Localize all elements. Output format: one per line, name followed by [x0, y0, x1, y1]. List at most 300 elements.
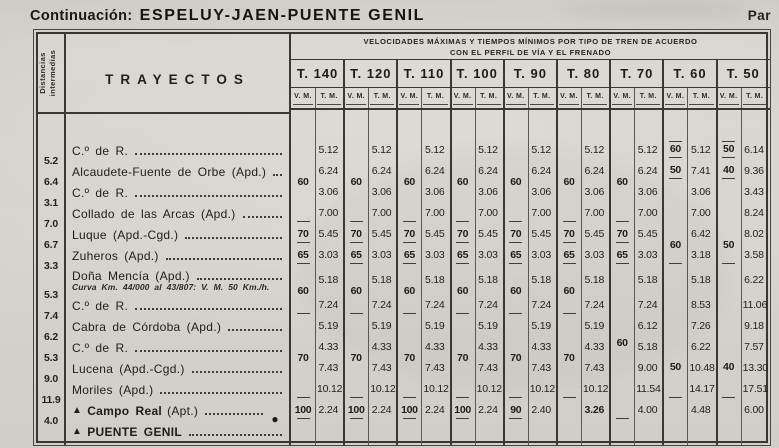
tm-time-cell: 5.18: [318, 274, 339, 286]
station-name: Cabra de Córdoba (Apd.): [72, 319, 222, 334]
vm-speed-value: 65: [563, 249, 575, 261]
tm-subheader: T. M.: [317, 88, 341, 105]
tm-time-cell: 5.12: [637, 144, 658, 156]
station-name: Alcaudete-Fuente de Orbe (Apd.): [72, 164, 267, 179]
vm-speed-cell: [506, 400, 526, 421]
vm-speed-value: 65: [510, 249, 522, 261]
tm-time-cell: 14.17: [689, 383, 715, 395]
vm-speed-cell: [719, 266, 739, 400]
span-tick: [456, 418, 469, 419]
dotted-leader: [135, 195, 282, 197]
distancias-header: [38, 34, 64, 112]
tm-time-cell: 2.24: [478, 404, 498, 416]
vm-speed-cell: [612, 224, 632, 245]
table-grid-line: [475, 88, 476, 445]
station-row: [72, 245, 285, 266]
table-grid-line: [716, 60, 718, 445]
vm-speed-cell: [506, 224, 526, 245]
span-tick: [403, 263, 416, 264]
tm-time-cell: 5.18: [424, 274, 445, 286]
vm-speed-cell: [399, 245, 419, 266]
span-tick: [616, 418, 629, 419]
span-tick: [456, 313, 469, 314]
tm-time-cell: 7.24: [371, 299, 392, 311]
vm-speed-cell: [559, 266, 579, 316]
span-tick: [722, 157, 735, 158]
tm-time-cell: 5.18: [637, 341, 658, 353]
tm-time-cell: 5.12: [531, 144, 551, 156]
vm-speed-cell: [293, 245, 313, 266]
tm-time-cell: 11.06: [742, 299, 768, 311]
station-name: C.º de R.: [72, 298, 129, 313]
tm-time-cell: 3.03: [371, 249, 392, 261]
span-tick: [509, 242, 522, 243]
train-type-header: T. 140: [296, 66, 339, 81]
tm-time-cell: 2.24: [318, 404, 339, 416]
vm-speed-value: 60: [350, 175, 362, 188]
vm-speed-value: 65: [350, 249, 362, 261]
tm-time-cell: 3.06: [478, 186, 498, 198]
vm-speed-value: 60: [563, 284, 575, 297]
tm-time-cell: 3.03: [637, 249, 658, 261]
tm-time-cell: 10.12: [529, 383, 556, 395]
station-row: [72, 266, 285, 295]
vm-speed-value: 60: [669, 238, 681, 251]
station-row: [72, 358, 285, 379]
dotted-leader: [228, 329, 282, 331]
vm-speed-cell: [293, 400, 313, 421]
span-tick: [403, 397, 416, 398]
vm-speed-value: 90: [510, 404, 522, 416]
station-name: Collado de las Arcas (Apd.): [72, 206, 236, 221]
span-tick: [669, 178, 682, 179]
span-tick: [563, 221, 576, 222]
span-tick: [350, 418, 363, 419]
tm-time-cell: 7.43: [478, 362, 498, 374]
tm-time-cell: 7.43: [318, 362, 339, 374]
vm-speed-cell: [559, 316, 579, 400]
vm-speed-cell: [559, 224, 579, 245]
tm-time-cell: 5.19: [424, 320, 445, 332]
vm-speed-cell: [506, 140, 526, 224]
vm-speed-cell: [346, 245, 366, 266]
tm-time-cell: 5.19: [318, 320, 339, 332]
tm-time-cell: 6.14: [744, 144, 764, 156]
vm-speed-value: 60: [563, 175, 575, 188]
tm-time-cell: 13.30: [742, 362, 768, 374]
vm-speed-value: 65: [616, 249, 628, 261]
table-grid-line: [503, 60, 505, 445]
tm-time-cell: 7.00: [531, 207, 551, 219]
tm-subheader: T. M.: [477, 88, 501, 105]
tm-time-cell: 5.18: [371, 274, 392, 286]
vm-speed-value: 60: [616, 175, 628, 188]
vm-speed-value: 60: [350, 284, 362, 297]
span-tick: [350, 263, 363, 264]
vm-subheader: V. M.: [293, 88, 313, 105]
span-tick: [350, 397, 363, 398]
vm-speed-cell: [399, 266, 419, 316]
tm-time-cell: 17.51: [742, 383, 768, 395]
vm-speed-value: 100: [294, 404, 312, 416]
span-tick: [509, 221, 522, 222]
vm-speed-value: 70: [403, 228, 415, 240]
tm-time-cell: 8.24: [744, 207, 764, 219]
span-tick: [456, 242, 469, 243]
tm-time-cell: 5.45: [371, 228, 392, 240]
tm-time-cell: 5.12: [584, 144, 605, 156]
tm-time-cell: 5.18: [690, 274, 711, 286]
span-tick: [297, 242, 310, 243]
dotted-leader: [197, 278, 282, 280]
train-type-header: T. 100: [456, 66, 498, 81]
tm-time-cell: 7.24: [478, 299, 498, 311]
tm-time-cell: 10.12: [423, 383, 449, 395]
vm-speed-value: 70: [350, 351, 362, 364]
vm-speed-value: 60: [297, 284, 309, 297]
table-grid-line: [450, 60, 452, 445]
tm-time-cell: 7.24: [318, 299, 339, 311]
table-grid-line: [64, 34, 66, 445]
span-tick: [297, 263, 310, 264]
vm-speed-cell: [719, 140, 739, 161]
span-tick: [509, 418, 522, 419]
route-title: ESPELUY-JAEN-PUENTE GENIL: [139, 7, 426, 24]
vm-speed-value: 60: [403, 175, 415, 188]
vm-speed-cell: [346, 140, 366, 224]
span-tick: [350, 221, 363, 222]
vm-speed-value: 70: [563, 351, 575, 364]
station-name: Lucena (Apd.-Cgd.): [72, 361, 185, 376]
table-grid-line: [421, 88, 422, 445]
tm-time-cell: 5.12: [371, 144, 392, 156]
station-name: C.º de R.: [72, 185, 129, 200]
tm-time-cell: 5.19: [478, 320, 498, 332]
vm-speed-cell: [346, 266, 366, 316]
tm-subheader: T. M.: [583, 88, 607, 105]
span-tick: [669, 397, 682, 398]
tm-time-cell: 3.06: [424, 186, 445, 198]
span-tick: [563, 313, 576, 314]
vm-speed-value: 100: [347, 404, 365, 416]
tm-time-cell: 8.02: [744, 228, 764, 240]
dotted-leader: [166, 258, 282, 260]
distancias-header-line1: Distancias: [38, 52, 47, 94]
dotted-leader: [243, 216, 282, 218]
tm-time-cell: 5.12: [318, 144, 339, 156]
vm-speed-value: 70: [510, 228, 522, 240]
distance-value: 9.0: [44, 373, 58, 385]
tm-time-cell: 6.42: [690, 228, 711, 240]
tm-time-cell: 5.45: [531, 228, 551, 240]
vm-speed-value: 100: [454, 404, 471, 416]
distance-value: 4.0: [44, 415, 58, 427]
tm-time-cell: 8.53: [690, 299, 711, 311]
tm-time-cell: 7.24: [424, 299, 445, 311]
vm-speed-value: 50: [669, 361, 681, 373]
tm-time-cell: 10.12: [370, 383, 396, 395]
train-type-header: T. 110: [403, 66, 445, 81]
vm-speed-value: 60: [510, 175, 522, 188]
vm-subheader: V. M.: [612, 88, 632, 105]
tm-time-cell: 5.19: [584, 320, 605, 332]
span-tick: [297, 313, 310, 314]
station-row: [72, 182, 285, 203]
span-tick: [403, 242, 416, 243]
vm-speed-cell: [293, 224, 313, 245]
station-row: [72, 161, 285, 182]
table-grid-line: [315, 88, 316, 445]
vm-speed-cell: [399, 140, 419, 224]
vm-speed-cell: [559, 245, 579, 266]
tm-time-cell: 6.24: [637, 165, 658, 177]
distance-value: 6.2: [44, 331, 58, 343]
vm-speed-cell: [346, 224, 366, 245]
vm-subheader: V. M.: [719, 88, 739, 105]
page-corner-text: Par: [747, 8, 771, 23]
tm-time-cell: 3.03: [584, 249, 605, 261]
tm-subheader: T. M.: [370, 88, 394, 105]
vm-speed-value: 60: [403, 284, 415, 297]
tm-time-cell: 7.00: [690, 207, 711, 219]
station-name: Luque (Apd.-Cgd.): [72, 227, 179, 242]
tm-time-cell: 6.24: [424, 165, 445, 177]
distance-value: 5.3: [44, 289, 58, 301]
vm-speed-cell: [665, 224, 685, 266]
vm-speed-cell: [293, 140, 313, 224]
tm-time-cell: 3.43: [744, 186, 764, 198]
span-tick: [616, 242, 629, 243]
span-tick: [669, 263, 682, 264]
tm-time-cell: 4.33: [318, 341, 339, 353]
tm-time-cell: 7.00: [371, 207, 392, 219]
tm-time-cell: 7.00: [478, 207, 498, 219]
station-suffix: (Apt.): [167, 403, 199, 418]
span-tick: [616, 263, 629, 264]
vm-speed-value: 70: [403, 351, 415, 364]
vm-speed-value: 70: [350, 228, 362, 240]
span-tick: [297, 221, 310, 222]
tm-time-cell: 5.45: [318, 228, 339, 240]
speeds-banner: [291, 36, 770, 58]
span-tick: [669, 141, 682, 142]
table-grid-line: [741, 88, 742, 445]
vm-speed-value: 65: [297, 249, 309, 261]
station-row: [72, 421, 285, 442]
tm-time-cell: 6.24: [531, 165, 551, 177]
vm-speed-value: 60: [510, 284, 522, 297]
train-type-header: T. 90: [513, 66, 547, 81]
table-grid-line: [556, 60, 558, 445]
tm-time-cell: 5.12: [690, 144, 711, 156]
distance-value: 7.0: [44, 218, 58, 230]
tm-time-cell: 5.19: [371, 320, 392, 332]
station-row: [72, 295, 285, 316]
vm-subheader: V. M.: [665, 88, 685, 105]
train-type-header: T. 60: [673, 66, 707, 81]
vm-speed-cell: [293, 316, 313, 400]
dotted-leader: [135, 350, 282, 352]
vm-speed-cell: [453, 140, 473, 224]
vm-speed-cell: [506, 266, 526, 316]
dotted-leader: [135, 153, 282, 155]
tm-subheader: T. M.: [423, 88, 447, 105]
tm-time-cell: 6.24: [478, 165, 498, 177]
vm-speed-value: 50: [723, 238, 735, 251]
span-tick: [616, 221, 629, 222]
table-grid-line: [38, 112, 291, 114]
vm-subheader: V. M.: [346, 88, 366, 105]
vm-speed-cell: [453, 224, 473, 245]
vm-speed-value: 60: [616, 337, 628, 349]
tm-time-cell: 3.03: [424, 249, 445, 261]
vm-speed-value: 50: [723, 143, 735, 155]
dotted-leader: [185, 237, 282, 239]
vm-speed-cell: [399, 224, 419, 245]
tm-time-cell: 4.33: [424, 341, 445, 353]
tm-time-cell: 7.41: [690, 165, 711, 177]
span-tick: [722, 178, 735, 179]
dotted-leader: [160, 392, 282, 394]
tm-time-cell: 7.43: [424, 362, 445, 374]
span-tick: [509, 313, 522, 314]
span-tick: [350, 313, 363, 314]
span-tick: [563, 263, 576, 264]
span-tick: [722, 141, 735, 142]
tm-time-cell: 4.00: [637, 404, 658, 416]
span-tick: [403, 221, 416, 222]
tm-time-cell: 10.48: [689, 362, 715, 374]
span-tick: [722, 397, 735, 398]
tm-time-cell: 3.06: [371, 186, 392, 198]
tm-time-cell: 3.03: [531, 249, 551, 261]
tm-time-cell: 6.22: [744, 274, 764, 286]
tm-time-cell: 4.33: [371, 341, 392, 353]
span-tick: [669, 157, 682, 158]
table-grid-line: [396, 60, 398, 445]
vm-speed-value: 100: [401, 404, 418, 416]
table-grid-line: [528, 88, 529, 445]
vm-speed-value: 60: [457, 284, 469, 297]
station-name: C.º de R.: [72, 143, 129, 158]
tm-time-cell: 3.03: [318, 249, 339, 261]
table-grid-line: [662, 60, 664, 445]
tm-time-cell: 5.18: [478, 274, 498, 286]
vm-speed-value: 70: [297, 228, 309, 240]
train-type-header: T. 70: [620, 66, 654, 81]
distance-value: 3.1: [44, 197, 58, 209]
tm-time-cell: 5.12: [424, 144, 445, 156]
tm-time-cell: 3.18: [690, 249, 711, 261]
table-grid-line: [581, 88, 582, 445]
span-tick: [563, 242, 576, 243]
tm-subheader: T. M.: [530, 88, 554, 105]
vm-speed-value: 70: [616, 228, 628, 240]
tm-time-cell: 2.24: [371, 404, 392, 416]
train-type-header: T. 50: [726, 66, 760, 81]
vm-speed-cell: [346, 316, 366, 400]
tm-time-cell: 5.45: [637, 228, 658, 240]
tm-time-cell: 5.19: [531, 320, 551, 332]
tm-time-cell: 3.58: [744, 249, 764, 261]
vm-speed-cell: [559, 140, 579, 224]
tm-time-cell: 5.12: [478, 144, 498, 156]
vm-speed-cell: [719, 161, 739, 224]
span-tick: [297, 397, 310, 398]
tm-time-cell: 3.06: [690, 186, 711, 198]
train-type-header: T. 120: [350, 66, 392, 81]
tm-time-cell: 4.48: [690, 404, 711, 416]
vm-speed-value: 70: [457, 351, 469, 364]
station-name: Zuheros (Apd.): [72, 248, 159, 263]
scan-artifact: [560, 2, 750, 18]
span-tick: [350, 242, 363, 243]
span-tick: [403, 418, 416, 419]
distance-value: 7.4: [44, 310, 58, 322]
tm-time-cell: 6.24: [318, 165, 339, 177]
vm-speed-cell: [453, 245, 473, 266]
station-name: PUENTE GENIL: [87, 424, 182, 439]
station-marker-icon: ▲: [72, 426, 83, 437]
tm-time-cell: 3.03: [478, 249, 498, 261]
tm-time-cell: 4.33: [531, 341, 551, 353]
tm-time-cell: 10.12: [317, 383, 343, 395]
span-tick: [509, 397, 522, 398]
vm-subheader: V. M.: [506, 88, 526, 105]
vm-speed-cell: [665, 266, 685, 400]
span-tick: [456, 263, 469, 264]
vm-subheader: V. M.: [453, 88, 473, 105]
station-marker-icon: ▲: [72, 405, 83, 416]
table-grid-line: [609, 60, 611, 445]
table-grid-line: [343, 60, 345, 445]
distance-value: 5.3: [44, 352, 58, 364]
tm-time-cell: 3.06: [531, 186, 551, 198]
span-tick: [456, 397, 469, 398]
vm-speed-cell: [612, 245, 632, 266]
tm-time-cell: 6.24: [371, 165, 392, 177]
tm-subheader: T. M.: [743, 88, 767, 105]
span-tick: [563, 397, 576, 398]
continuation-label: Continuación:: [30, 8, 133, 24]
distance-value: 11.9: [41, 394, 61, 406]
tm-time-cell: 10.12: [583, 383, 609, 395]
tm-time-cell: 7.00: [318, 207, 339, 219]
tm-time-cell: 5.18: [531, 274, 551, 286]
dotted-leader: [192, 371, 282, 373]
tm-time-cell: 7.43: [584, 362, 605, 374]
span-tick: [297, 418, 310, 419]
vm-speed-value: 65: [457, 249, 469, 261]
tm-time-cell: 7.43: [371, 362, 392, 374]
dotted-leader: [273, 174, 282, 176]
timetable: [36, 32, 768, 443]
distance-value: 5.2: [44, 155, 58, 167]
tm-time-cell: 5.45: [584, 228, 605, 240]
tm-time-cell: 2.24: [424, 404, 445, 416]
vm-speed-value: 60: [297, 175, 309, 188]
tm-time-cell: 10.12: [476, 383, 502, 395]
vm-speed-cell: [399, 316, 419, 400]
tm-time-cell: 7.57: [744, 341, 764, 353]
vm-speed-cell: [453, 316, 473, 400]
vm-speed-cell: [453, 266, 473, 316]
vm-speed-cell: [665, 140, 685, 161]
vm-speed-value: 60: [457, 175, 469, 188]
vm-speed-value: 70: [457, 228, 469, 240]
tm-time-cell: 7.00: [424, 207, 445, 219]
vm-speed-cell: [506, 245, 526, 266]
